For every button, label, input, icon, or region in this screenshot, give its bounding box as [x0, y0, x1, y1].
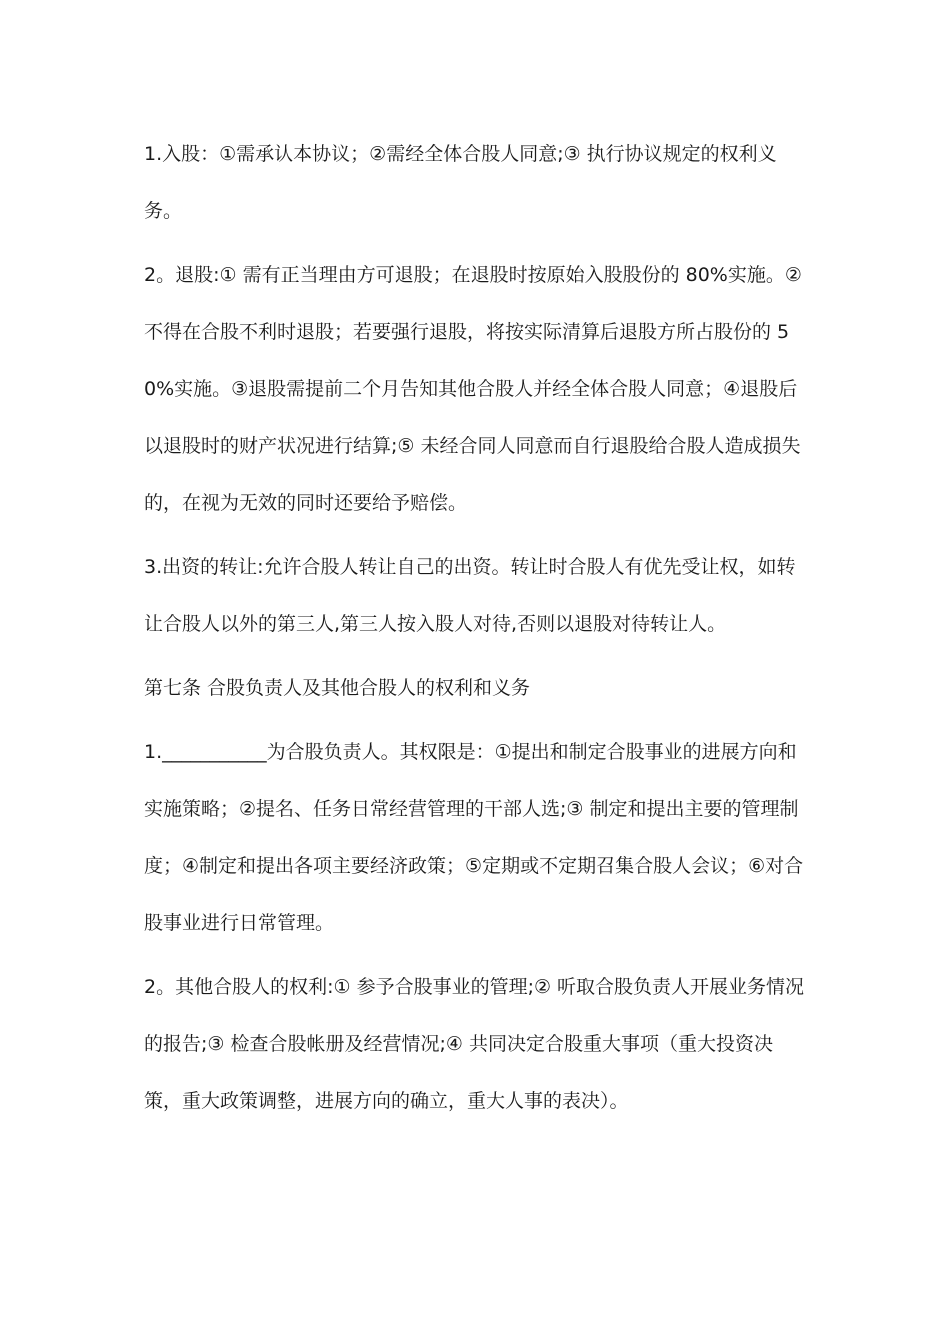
- paragraph-manager-authority: 1.___________为合股负责人。其权限是：①提出和制定合股事业的进展方向和实施策略；②提名、任务日常经营管理的干部人选;③ 制定和提出主要的管理制度；④制定和提出各项主要经济政策；⑤定期或不定期召集合股人会议；⑥对合股事业进行日常管理。: [144, 741, 804, 934]
- article-seven-heading: 第七条 合股负责人及其他合股人的权利和义务: [144, 677, 531, 699]
- document-body: [144, 126, 810, 1137]
- paragraph-share-withdrawal: 2。退股:① 需有正当理由方可退股；在退股时按原始入股股份的 80%实施。②不得在合股不利时退股；若要强行退股，将按实际清算后退股方所占股份的 50%实施。③退股需提前二个月告知其他合股人并经全体合股人同意；④退股后以退股时的财产状况进行结算;⑤ 未经合同人同意而自行退股给合股人造成损失的，在视为无效的同时还要给予赔偿。: [144, 264, 802, 514]
- paragraph-capital-transfer: 3.出资的转让:允许合股人转让自己的出资。转让时合股人有优先受让权，如转让合股人以外的第三人,第三人按入股人对待,否则以退股对待转让人。: [144, 556, 796, 635]
- paragraph-partner-rights: 2。其他合股人的权利:① 参予合股事业的管理;② 听取合股负责人开展业务情况的报告;③ 检查合股帐册及经营情况;④ 共同决定合股重大事项（重大投资决策，重大政策调整，进展方向的确立，重大人事的表决）。: [144, 976, 805, 1112]
- paragraph-share-entry: 1.入股：①需承认本协议；②需经全体合股人同意;③ 执行协议规定的权利义务。: [144, 143, 777, 222]
